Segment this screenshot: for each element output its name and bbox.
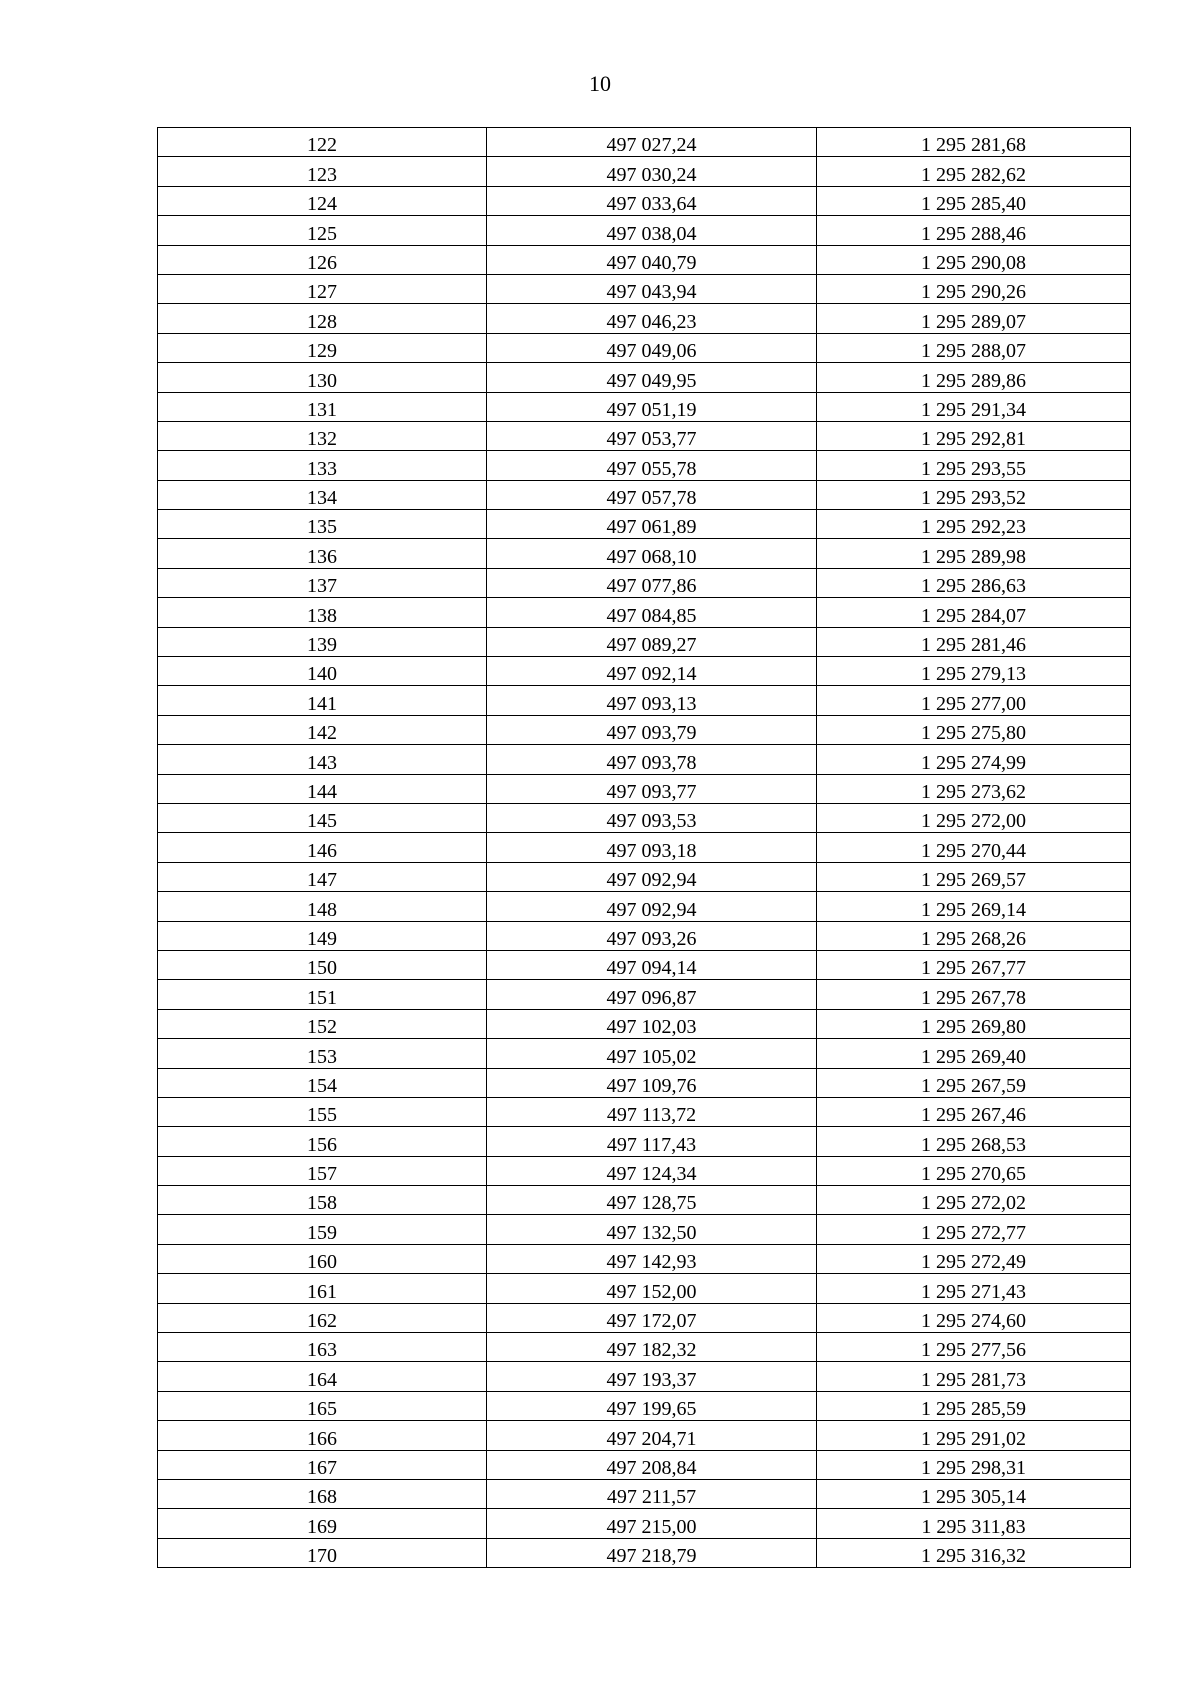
table-row bbox=[158, 1538, 1131, 1567]
point-number-cell: 151 bbox=[158, 980, 487, 1009]
y-coordinate-cell: 1 295 289,07 bbox=[817, 304, 1131, 333]
y-coordinate-cell: 1 295 292,23 bbox=[817, 510, 1131, 539]
table-row bbox=[158, 1362, 1131, 1391]
x-coordinate-cell: 497 038,04 bbox=[487, 216, 817, 245]
x-coordinate-cell: 497 084,85 bbox=[487, 598, 817, 627]
y-coordinate-cell: 1 295 281,68 bbox=[817, 128, 1131, 157]
point-number-cell: 154 bbox=[158, 1068, 487, 1097]
point-number-cell: 137 bbox=[158, 568, 487, 597]
table-row bbox=[158, 1127, 1131, 1156]
x-coordinate-cell: 497 027,24 bbox=[487, 128, 817, 157]
table-row bbox=[158, 1156, 1131, 1185]
y-coordinate-cell: 1 295 293,55 bbox=[817, 451, 1131, 480]
table-row bbox=[158, 1333, 1131, 1362]
point-number-cell: 159 bbox=[158, 1215, 487, 1244]
y-coordinate-cell: 1 295 316,32 bbox=[817, 1538, 1131, 1567]
point-number-cell: 142 bbox=[158, 715, 487, 744]
table-row bbox=[158, 128, 1131, 157]
point-number-cell: 133 bbox=[158, 451, 487, 480]
point-number-cell: 146 bbox=[158, 833, 487, 862]
table-row bbox=[158, 1391, 1131, 1420]
point-number-cell: 161 bbox=[158, 1274, 487, 1303]
point-number-cell: 132 bbox=[158, 421, 487, 450]
x-coordinate-cell: 497 068,10 bbox=[487, 539, 817, 568]
coordinates-table bbox=[157, 127, 1131, 1568]
table-row bbox=[158, 274, 1131, 303]
point-number-cell: 168 bbox=[158, 1479, 487, 1508]
y-coordinate-cell: 1 295 298,31 bbox=[817, 1450, 1131, 1479]
x-coordinate-cell: 497 193,37 bbox=[487, 1362, 817, 1391]
x-coordinate-cell: 497 211,57 bbox=[487, 1479, 817, 1508]
point-number-cell: 126 bbox=[158, 245, 487, 274]
y-coordinate-cell: 1 295 291,02 bbox=[817, 1421, 1131, 1450]
table-row bbox=[158, 510, 1131, 539]
point-number-cell: 167 bbox=[158, 1450, 487, 1479]
x-coordinate-cell: 497 124,34 bbox=[487, 1156, 817, 1185]
x-coordinate-cell: 497 093,53 bbox=[487, 803, 817, 832]
x-coordinate-cell: 497 102,03 bbox=[487, 1009, 817, 1038]
x-coordinate-cell: 497 132,50 bbox=[487, 1215, 817, 1244]
point-number-cell: 164 bbox=[158, 1362, 487, 1391]
table-row bbox=[158, 539, 1131, 568]
y-coordinate-cell: 1 295 292,81 bbox=[817, 421, 1131, 450]
y-coordinate-cell: 1 295 279,13 bbox=[817, 657, 1131, 686]
table-row bbox=[158, 157, 1131, 186]
point-number-cell: 123 bbox=[158, 157, 487, 186]
table-row bbox=[158, 1479, 1131, 1508]
point-number-cell: 131 bbox=[158, 392, 487, 421]
x-coordinate-cell: 497 077,86 bbox=[487, 568, 817, 597]
x-coordinate-cell: 497 172,07 bbox=[487, 1303, 817, 1332]
x-coordinate-cell: 497 093,79 bbox=[487, 715, 817, 744]
table-row bbox=[158, 304, 1131, 333]
x-coordinate-cell: 497 093,78 bbox=[487, 745, 817, 774]
y-coordinate-cell: 1 295 291,34 bbox=[817, 392, 1131, 421]
y-coordinate-cell: 1 295 269,57 bbox=[817, 862, 1131, 891]
y-coordinate-cell: 1 295 269,80 bbox=[817, 1009, 1131, 1038]
y-coordinate-cell: 1 295 281,46 bbox=[817, 627, 1131, 656]
y-coordinate-cell: 1 295 289,98 bbox=[817, 539, 1131, 568]
point-number-cell: 152 bbox=[158, 1009, 487, 1038]
table-row bbox=[158, 1215, 1131, 1244]
x-coordinate-cell: 497 215,00 bbox=[487, 1509, 817, 1538]
coordinates-table-body bbox=[158, 128, 1131, 1568]
table-row bbox=[158, 333, 1131, 362]
point-number-cell: 136 bbox=[158, 539, 487, 568]
y-coordinate-cell: 1 295 290,08 bbox=[817, 245, 1131, 274]
point-number-cell: 140 bbox=[158, 657, 487, 686]
x-coordinate-cell: 497 142,93 bbox=[487, 1244, 817, 1273]
point-number-cell: 125 bbox=[158, 216, 487, 245]
table-row bbox=[158, 1450, 1131, 1479]
y-coordinate-cell: 1 295 285,59 bbox=[817, 1391, 1131, 1420]
x-coordinate-cell: 497 204,71 bbox=[487, 1421, 817, 1450]
table-row bbox=[158, 186, 1131, 215]
point-number-cell: 166 bbox=[158, 1421, 487, 1450]
table-row bbox=[158, 715, 1131, 744]
y-coordinate-cell: 1 295 269,40 bbox=[817, 1039, 1131, 1068]
y-coordinate-cell: 1 295 270,44 bbox=[817, 833, 1131, 862]
x-coordinate-cell: 497 046,23 bbox=[487, 304, 817, 333]
point-number-cell: 130 bbox=[158, 363, 487, 392]
y-coordinate-cell: 1 295 268,26 bbox=[817, 921, 1131, 950]
point-number-cell: 128 bbox=[158, 304, 487, 333]
x-coordinate-cell: 497 049,95 bbox=[487, 363, 817, 392]
y-coordinate-cell: 1 295 277,00 bbox=[817, 686, 1131, 715]
table-row bbox=[158, 1009, 1131, 1038]
y-coordinate-cell: 1 295 274,99 bbox=[817, 745, 1131, 774]
x-coordinate-cell: 497 096,87 bbox=[487, 980, 817, 1009]
x-coordinate-cell: 497 092,94 bbox=[487, 892, 817, 921]
point-number-cell: 138 bbox=[158, 598, 487, 627]
x-coordinate-cell: 497 093,13 bbox=[487, 686, 817, 715]
table-row bbox=[158, 745, 1131, 774]
point-number-cell: 162 bbox=[158, 1303, 487, 1332]
x-coordinate-cell: 497 093,26 bbox=[487, 921, 817, 950]
table-row bbox=[158, 1274, 1131, 1303]
point-number-cell: 170 bbox=[158, 1538, 487, 1567]
x-coordinate-cell: 497 105,02 bbox=[487, 1039, 817, 1068]
y-coordinate-cell: 1 295 288,07 bbox=[817, 333, 1131, 362]
x-coordinate-cell: 497 182,32 bbox=[487, 1333, 817, 1362]
x-coordinate-cell: 497 055,78 bbox=[487, 451, 817, 480]
x-coordinate-cell: 497 030,24 bbox=[487, 157, 817, 186]
x-coordinate-cell: 497 040,79 bbox=[487, 245, 817, 274]
y-coordinate-cell: 1 295 267,77 bbox=[817, 950, 1131, 979]
table-row bbox=[158, 568, 1131, 597]
x-coordinate-cell: 497 089,27 bbox=[487, 627, 817, 656]
table-row bbox=[158, 1097, 1131, 1126]
y-coordinate-cell: 1 295 272,00 bbox=[817, 803, 1131, 832]
table-row bbox=[158, 1244, 1131, 1273]
x-coordinate-cell: 497 092,94 bbox=[487, 862, 817, 891]
x-coordinate-cell: 497 033,64 bbox=[487, 186, 817, 215]
y-coordinate-cell: 1 295 311,83 bbox=[817, 1509, 1131, 1538]
point-number-cell: 156 bbox=[158, 1127, 487, 1156]
x-coordinate-cell: 497 117,43 bbox=[487, 1127, 817, 1156]
x-coordinate-cell: 497 053,77 bbox=[487, 421, 817, 450]
table-row bbox=[158, 451, 1131, 480]
x-coordinate-cell: 497 092,14 bbox=[487, 657, 817, 686]
point-number-cell: 129 bbox=[158, 333, 487, 362]
table-row bbox=[158, 1068, 1131, 1097]
y-coordinate-cell: 1 295 271,43 bbox=[817, 1274, 1131, 1303]
table-row bbox=[158, 774, 1131, 803]
table-row bbox=[158, 657, 1131, 686]
x-coordinate-cell: 497 113,72 bbox=[487, 1097, 817, 1126]
y-coordinate-cell: 1 295 281,73 bbox=[817, 1362, 1131, 1391]
point-number-cell: 160 bbox=[158, 1244, 487, 1273]
x-coordinate-cell: 497 093,18 bbox=[487, 833, 817, 862]
table-row bbox=[158, 686, 1131, 715]
table-row bbox=[158, 216, 1131, 245]
table-row bbox=[158, 363, 1131, 392]
y-coordinate-cell: 1 295 272,02 bbox=[817, 1186, 1131, 1215]
y-coordinate-cell: 1 295 277,56 bbox=[817, 1333, 1131, 1362]
point-number-cell: 147 bbox=[158, 862, 487, 891]
table-row bbox=[158, 950, 1131, 979]
table-row bbox=[158, 245, 1131, 274]
y-coordinate-cell: 1 295 275,80 bbox=[817, 715, 1131, 744]
y-coordinate-cell: 1 295 305,14 bbox=[817, 1479, 1131, 1508]
y-coordinate-cell: 1 295 270,65 bbox=[817, 1156, 1131, 1185]
table-row bbox=[158, 1421, 1131, 1450]
table-row bbox=[158, 803, 1131, 832]
y-coordinate-cell: 1 295 272,77 bbox=[817, 1215, 1131, 1244]
y-coordinate-cell: 1 295 293,52 bbox=[817, 480, 1131, 509]
y-coordinate-cell: 1 295 290,26 bbox=[817, 274, 1131, 303]
x-coordinate-cell: 497 109,76 bbox=[487, 1068, 817, 1097]
point-number-cell: 158 bbox=[158, 1186, 487, 1215]
table-row bbox=[158, 480, 1131, 509]
table-row bbox=[158, 892, 1131, 921]
y-coordinate-cell: 1 295 267,46 bbox=[817, 1097, 1131, 1126]
table-row bbox=[158, 862, 1131, 891]
table-row bbox=[158, 1039, 1131, 1068]
y-coordinate-cell: 1 295 267,78 bbox=[817, 980, 1131, 1009]
point-number-cell: 144 bbox=[158, 774, 487, 803]
point-number-cell: 149 bbox=[158, 921, 487, 950]
x-coordinate-cell: 497 093,77 bbox=[487, 774, 817, 803]
point-number-cell: 135 bbox=[158, 510, 487, 539]
table-row bbox=[158, 1303, 1131, 1332]
point-number-cell: 134 bbox=[158, 480, 487, 509]
point-number-cell: 139 bbox=[158, 627, 487, 656]
table-row bbox=[158, 598, 1131, 627]
point-number-cell: 122 bbox=[158, 128, 487, 157]
x-coordinate-cell: 497 051,19 bbox=[487, 392, 817, 421]
y-coordinate-cell: 1 295 284,07 bbox=[817, 598, 1131, 627]
table-row bbox=[158, 1186, 1131, 1215]
point-number-cell: 153 bbox=[158, 1039, 487, 1068]
table-row bbox=[158, 392, 1131, 421]
point-number-cell: 163 bbox=[158, 1333, 487, 1362]
table-row bbox=[158, 833, 1131, 862]
table-row bbox=[158, 921, 1131, 950]
y-coordinate-cell: 1 295 274,60 bbox=[817, 1303, 1131, 1332]
x-coordinate-cell: 497 057,78 bbox=[487, 480, 817, 509]
y-coordinate-cell: 1 295 272,49 bbox=[817, 1244, 1131, 1273]
x-coordinate-cell: 497 061,89 bbox=[487, 510, 817, 539]
x-coordinate-cell: 497 128,75 bbox=[487, 1186, 817, 1215]
point-number-cell: 145 bbox=[158, 803, 487, 832]
y-coordinate-cell: 1 295 286,63 bbox=[817, 568, 1131, 597]
x-coordinate-cell: 497 152,00 bbox=[487, 1274, 817, 1303]
point-number-cell: 157 bbox=[158, 1156, 487, 1185]
x-coordinate-cell: 497 094,14 bbox=[487, 950, 817, 979]
y-coordinate-cell: 1 295 273,62 bbox=[817, 774, 1131, 803]
point-number-cell: 124 bbox=[158, 186, 487, 215]
x-coordinate-cell: 497 208,84 bbox=[487, 1450, 817, 1479]
point-number-cell: 150 bbox=[158, 950, 487, 979]
point-number-cell: 141 bbox=[158, 686, 487, 715]
y-coordinate-cell: 1 295 268,53 bbox=[817, 1127, 1131, 1156]
table-row bbox=[158, 1509, 1131, 1538]
table-row bbox=[158, 980, 1131, 1009]
y-coordinate-cell: 1 295 285,40 bbox=[817, 186, 1131, 215]
page-number: 10 bbox=[589, 71, 611, 96]
table-row bbox=[158, 421, 1131, 450]
point-number-cell: 143 bbox=[158, 745, 487, 774]
x-coordinate-cell: 497 049,06 bbox=[487, 333, 817, 362]
x-coordinate-cell: 497 218,79 bbox=[487, 1538, 817, 1567]
y-coordinate-cell: 1 295 289,86 bbox=[817, 363, 1131, 392]
y-coordinate-cell: 1 295 267,59 bbox=[817, 1068, 1131, 1097]
point-number-cell: 127 bbox=[158, 274, 487, 303]
point-number-cell: 169 bbox=[158, 1509, 487, 1538]
y-coordinate-cell: 1 295 288,46 bbox=[817, 216, 1131, 245]
x-coordinate-cell: 497 043,94 bbox=[487, 274, 817, 303]
point-number-cell: 148 bbox=[158, 892, 487, 921]
y-coordinate-cell: 1 295 282,62 bbox=[817, 157, 1131, 186]
y-coordinate-cell: 1 295 269,14 bbox=[817, 892, 1131, 921]
point-number-cell: 155 bbox=[158, 1097, 487, 1126]
table-row bbox=[158, 627, 1131, 656]
x-coordinate-cell: 497 199,65 bbox=[487, 1391, 817, 1420]
point-number-cell: 165 bbox=[158, 1391, 487, 1420]
